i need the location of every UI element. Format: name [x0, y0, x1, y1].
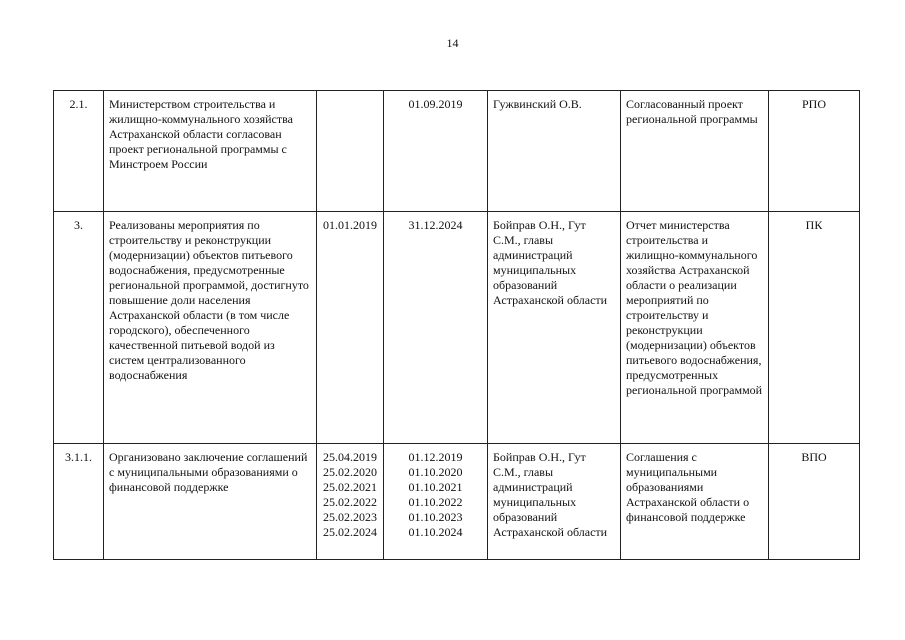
start-date-cell: [317, 91, 384, 212]
event-description: Министерством строительства и жилищно-коммунального хозяйства Астраханской области согласован проект региональной программы с Минстроем России: [104, 91, 317, 212]
table-row: [54, 444, 860, 560]
table-row: [54, 212, 860, 444]
row-number: 2.1.: [54, 91, 104, 212]
responsible-person: Гужвинский О.В.: [488, 91, 621, 212]
end-date: 01.10.2023: [408, 510, 463, 524]
result-document: Согласованный проект региональной программы: [621, 91, 769, 212]
control-points-table: [53, 90, 860, 560]
control-level: ВПО: [769, 444, 860, 560]
end-date-cell: [384, 444, 488, 560]
page-number: 14: [446, 36, 459, 50]
end-date: 01.10.2022: [408, 495, 463, 509]
event-description: Организовано заключение соглашений с муниципальными образованиями о финансовой поддержке: [104, 444, 317, 560]
result-document: Соглашения с муниципальными образованиями Астраханской области о финансовой поддержке: [621, 444, 769, 560]
responsible-person: Бойправ О.Н., Гут С.М., главы администраций муниципальных образований Астраханской области: [488, 212, 621, 444]
start-date: 25.02.2024: [323, 525, 377, 539]
start-date: 25.02.2020: [323, 465, 377, 479]
start-date: 25.02.2021: [323, 480, 377, 494]
start-date: 25.02.2023: [323, 510, 377, 524]
end-date: 31.12.2024: [408, 218, 463, 232]
table-row: [54, 91, 860, 212]
end-date: 01.10.2021: [408, 480, 463, 494]
control-level: РПО: [769, 91, 860, 212]
control-level: ПК: [769, 212, 860, 444]
start-date-cell: [317, 212, 384, 444]
row-number: 3.: [54, 212, 104, 444]
end-date: 01.12.2019: [408, 450, 463, 464]
result-document: Отчет министерства строительства и жилищно-коммунального хозяйства Астраханской области о реализации мероприятий по строительству и реконструкции (модернизации) объектов питьевого водоснабжения, предусмотренных региональной программой: [621, 212, 769, 444]
end-date: 01.10.2020: [408, 465, 463, 479]
end-date-cell: [384, 91, 488, 212]
start-date-cell: [317, 444, 384, 560]
end-date: 01.09.2019: [408, 97, 463, 111]
start-date: 01.01.2019: [323, 218, 377, 232]
end-date: 01.10.2024: [408, 525, 463, 539]
row-number: 3.1.1.: [54, 444, 104, 560]
start-date: 25.02.2022: [323, 495, 377, 509]
end-date-cell: [384, 212, 488, 444]
start-date: 25.04.2019: [323, 450, 377, 464]
responsible-person: Бойправ О.Н., Гут С.М., главы администраций муниципальных образований Астраханской области: [488, 444, 621, 560]
event-description: Реализованы мероприятия по строительству и реконструкции (модернизации) объектов питьевого водоснабжения, предусмотренные региональной программой, достигнуто повышение доли населения Астраханской области (в том числе городского), обеспеченного качественной питьевой водой из систем централизованного водоснабжения: [104, 212, 317, 444]
